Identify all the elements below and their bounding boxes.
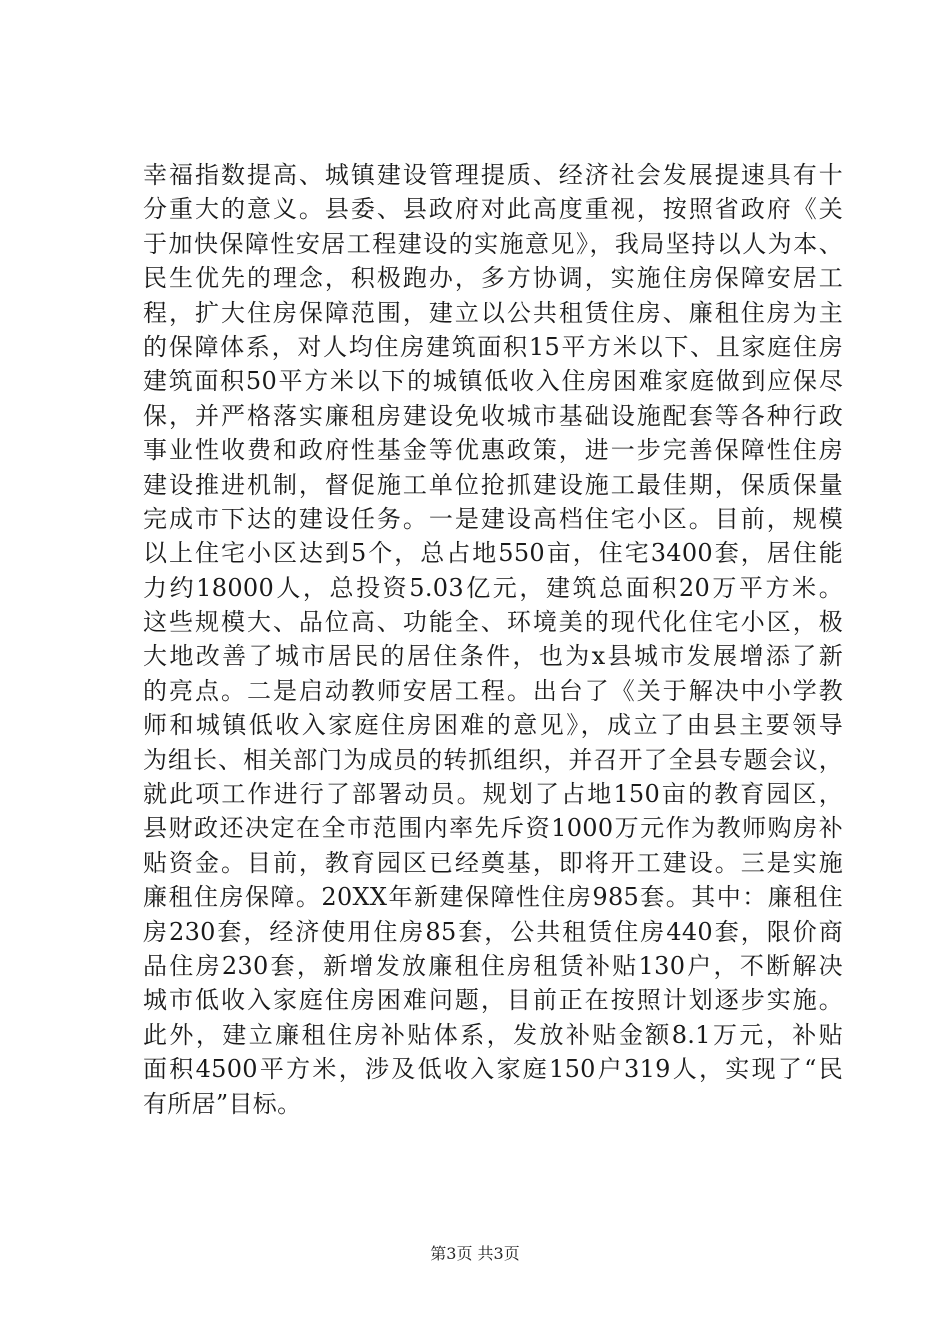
page-number-footer: 第3页 共3页: [430, 1244, 520, 1263]
text-line: 县财政还决定在全市范围内率先斥资1000万元作为教师购房补: [143, 814, 843, 843]
text-line: 建设推进机制，督促施工单位抢抓建设施工最佳期，保质保量: [143, 470, 843, 499]
text-line: 力约18000人，总投资5.03亿元，建筑总面积20万平方米。: [143, 573, 843, 602]
text-line: 廉租住房保障。20XX年新建保障性住房985套。其中：廉租住: [143, 883, 843, 912]
text-line: 有所居”目标。: [143, 1089, 302, 1118]
text-line: 师和城镇低收入家庭住房困难的意见》，成立了由县主要领导: [143, 711, 843, 740]
text-line: 面积4500平方米，涉及低收入家庭150户319人，实现了“民: [143, 1055, 843, 1084]
text-line: 为组长、相关部门为成员的转抓组织，并召开了全县专题会议，: [143, 745, 843, 774]
text-line: 以上住宅小区达到5个，总占地550亩，住宅3400套，居住能: [143, 539, 843, 568]
text-line: 完成市下达的建设任务。一是建设高档住宅小区。目前，规模: [143, 504, 843, 533]
text-line: 于加快保障性安居工程建设的实施意见》，我局坚持以人为本、: [143, 229, 843, 258]
text-line: 贴资金。目前，教育园区已经奠基，即将开工建设。三是实施: [143, 848, 843, 877]
text-line: 就此项工作进行了部署动员。规划了占地150亩的教育园区，: [143, 780, 843, 809]
text-line: 品住房230套，新增发放廉租住房租赁补贴130户，不断解决: [143, 951, 843, 980]
text-line: 此外，建立廉租住房补贴体系，发放补贴金额8.1万元，补贴: [143, 1020, 843, 1049]
text-line: 事业性收费和政府性基金等优惠政策，进一步完善保障性住房: [143, 436, 843, 465]
text-line: 保，并严格落实廉租房建设免收城市基础设施配套等各种行政: [143, 401, 843, 430]
text-line: 城市低收入家庭住房困难问题，目前正在按照计划逐步实施。: [143, 986, 843, 1015]
text-line: 的保障体系，对人均住房建筑面积15平方米以下、且家庭住房: [143, 332, 843, 361]
text-line: 房230套，经济使用住房85套，公共租赁住房440套，限价商: [143, 917, 843, 946]
text-line: 这些规模大、品位高、功能全、环境美的现代化住宅小区，极: [143, 608, 843, 637]
text-line: 程，扩大住房保障范围，建立以公共租赁住房、廉租住房为主: [143, 298, 843, 327]
text-line: 建筑面积50平方米以下的城镇低收入住房困难家庭做到应保尽: [143, 367, 843, 396]
text-line: 分重大的意义。县委、县政府对此高度重视，按照省政府《关: [143, 195, 843, 224]
text-line: 民生优先的理念，积极跑办，多方协调，实施住房保障安居工: [143, 264, 843, 293]
body-paragraph: [143, 158, 843, 1121]
text-line: 的亮点。二是启动教师安居工程。出台了《关于解决中小学教: [143, 676, 843, 705]
text-line: 幸福指数提高、城镇建设管理提质、经济社会发展提速具有十: [143, 161, 843, 189]
text-line: 大地改善了城市居民的居住条件，也为x县城市发展增添了新: [143, 642, 843, 671]
